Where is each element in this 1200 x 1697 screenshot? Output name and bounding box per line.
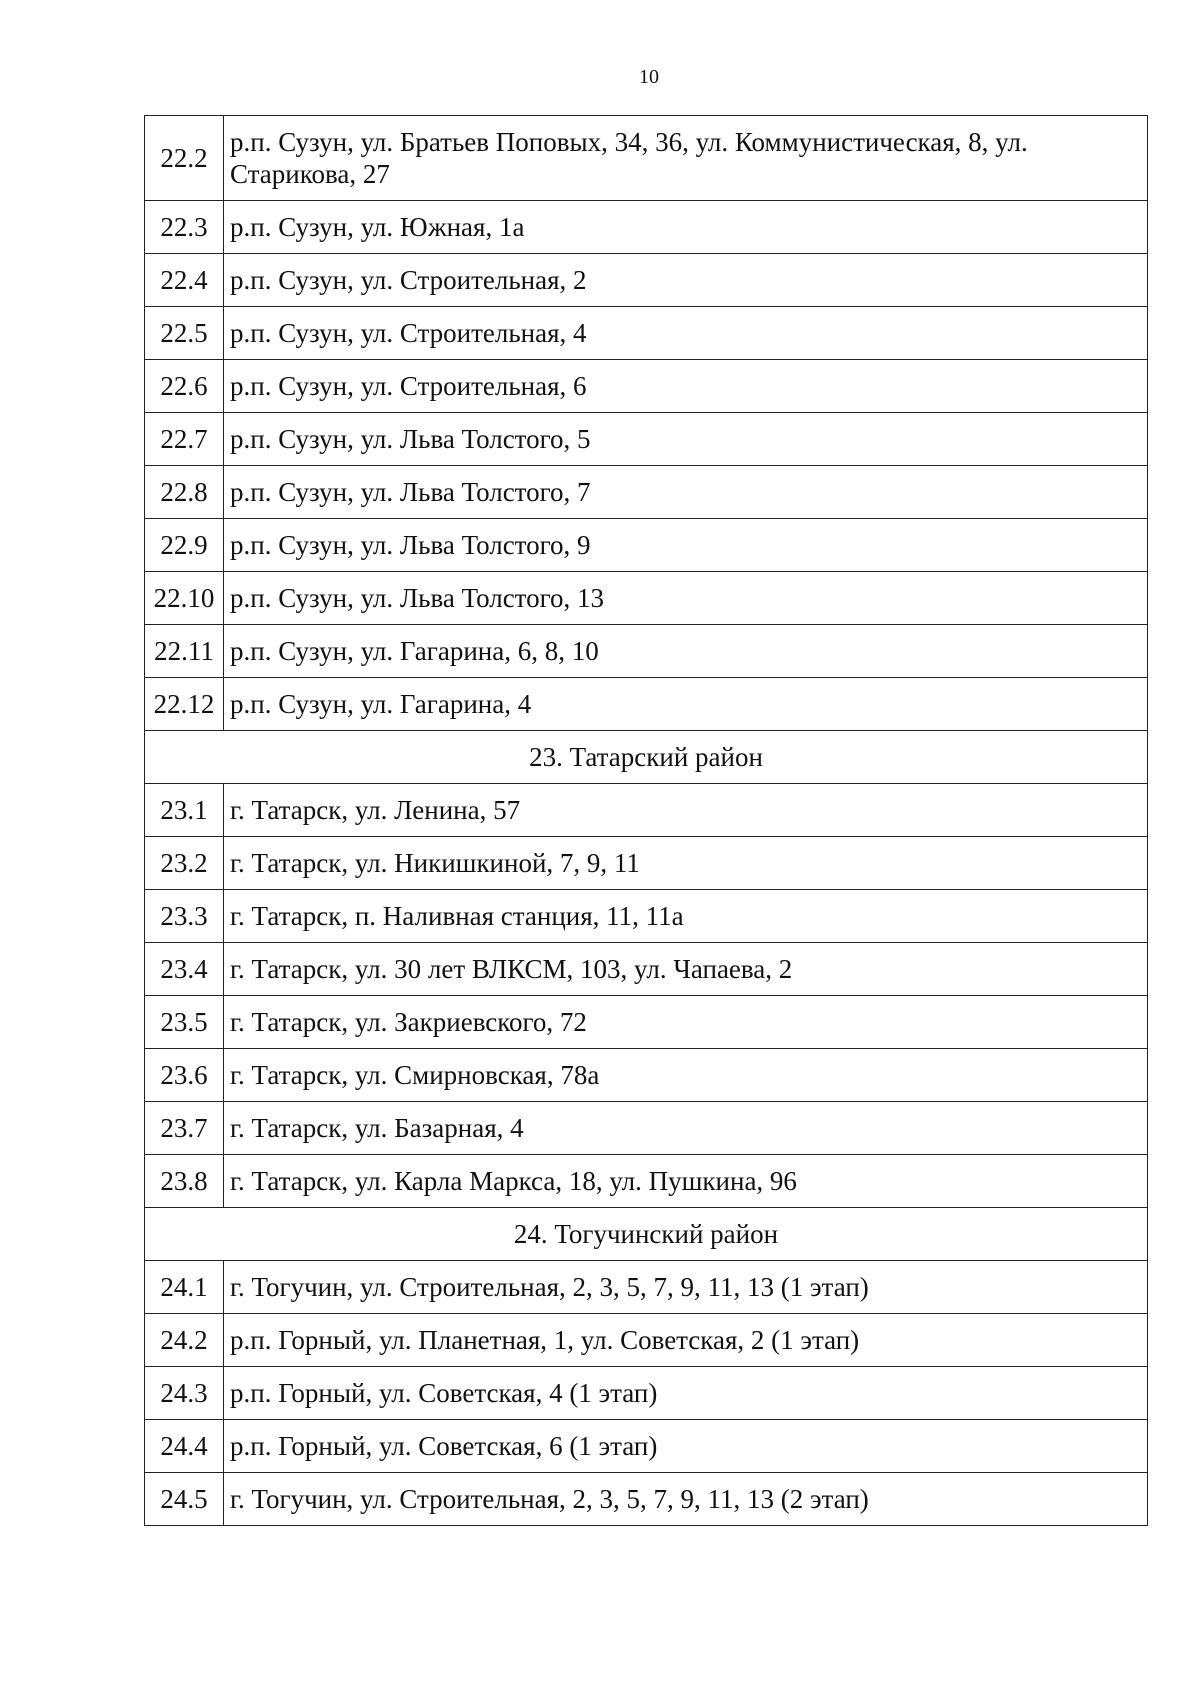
- table-row: [145, 1314, 1148, 1367]
- address-text: р.п. Горный, ул. Советская, 6 (1 этап): [224, 1420, 1148, 1473]
- address-text: р.п. Сузун, ул. Строительная, 6: [224, 360, 1148, 413]
- item-number: 24.5: [145, 1473, 224, 1526]
- item-number: 22.12: [145, 678, 224, 731]
- address-table: [144, 115, 1148, 1526]
- item-number: 22.11: [145, 625, 224, 678]
- table-row: [145, 116, 1148, 201]
- table-row: [145, 413, 1148, 466]
- item-number: 23.4: [145, 943, 224, 996]
- table-row: [145, 890, 1148, 943]
- page-number: 10: [639, 66, 659, 88]
- section-heading: 23. Татарский район: [145, 731, 1148, 784]
- section-row: [145, 731, 1148, 784]
- address-text: р.п. Сузун, ул. Гагарина, 4: [224, 678, 1148, 731]
- address-text: р.п. Горный, ул. Планетная, 1, ул. Советская, 2 (1 этап): [224, 1314, 1148, 1367]
- item-number: 23.2: [145, 837, 224, 890]
- table-row: [145, 1155, 1148, 1208]
- item-number: 23.6: [145, 1049, 224, 1102]
- address-text: г. Тогучин, ул. Строительная, 2, 3, 5, 7, 9, 11, 13 (2 этап): [224, 1473, 1148, 1526]
- address-text: р.п. Сузун, ул. Братьев Поповых, 34, 36, ул. Коммунистическая, 8, ул. Старикова, 27: [224, 116, 1148, 201]
- address-text: г. Татарск, ул. Карла Маркса, 18, ул. Пушкина, 96: [224, 1155, 1148, 1208]
- address-text: р.п. Сузун, ул. Льва Толстого, 7: [224, 466, 1148, 519]
- address-text: р.п. Сузун, ул. Строительная, 2: [224, 254, 1148, 307]
- item-number: 22.3: [145, 201, 224, 254]
- table-row: [145, 307, 1148, 360]
- table-row: [145, 572, 1148, 625]
- address-text: г. Татарск, ул. 30 лет ВЛКСМ, 103, ул. Чапаева, 2: [224, 943, 1148, 996]
- table-row: [145, 996, 1148, 1049]
- item-number: 22.8: [145, 466, 224, 519]
- item-number: 22.7: [145, 413, 224, 466]
- item-number: 23.8: [145, 1155, 224, 1208]
- table-row: [145, 1420, 1148, 1473]
- item-number: 24.1: [145, 1261, 224, 1314]
- item-number: 24.3: [145, 1367, 224, 1420]
- table-row: [145, 837, 1148, 890]
- table-row: [145, 1367, 1148, 1420]
- table-row: [145, 1473, 1148, 1526]
- item-number: 22.2: [145, 116, 224, 201]
- address-text: р.п. Сузун, ул. Гагарина, 6, 8, 10: [224, 625, 1148, 678]
- table-row: [145, 943, 1148, 996]
- table-row: [145, 466, 1148, 519]
- table-row: [145, 1049, 1148, 1102]
- address-text: р.п. Сузун, ул. Льва Толстого, 9: [224, 519, 1148, 572]
- address-text: р.п. Сузун, ул. Строительная, 4: [224, 307, 1148, 360]
- table-row: [145, 519, 1148, 572]
- address-text: г. Татарск, п. Наливная станция, 11, 11а: [224, 890, 1148, 943]
- address-text: г. Татарск, ул. Базарная, 4: [224, 1102, 1148, 1155]
- table-row: [145, 1102, 1148, 1155]
- table-row: [145, 1261, 1148, 1314]
- table-row: [145, 678, 1148, 731]
- item-number: 22.10: [145, 572, 224, 625]
- address-table-body: [145, 116, 1148, 1526]
- item-number: 22.9: [145, 519, 224, 572]
- item-number: 24.2: [145, 1314, 224, 1367]
- address-text: г. Татарск, ул. Ленина, 57: [224, 784, 1148, 837]
- item-number: 23.5: [145, 996, 224, 1049]
- address-text: р.п. Сузун, ул. Южная, 1а: [224, 201, 1148, 254]
- section-heading: 24. Тогучинский район: [145, 1208, 1148, 1261]
- item-number: 24.4: [145, 1420, 224, 1473]
- section-row: [145, 1208, 1148, 1261]
- address-text: р.п. Горный, ул. Советская, 4 (1 этап): [224, 1367, 1148, 1420]
- table-row: [145, 784, 1148, 837]
- address-text: г. Татарск, ул. Смирновская, 78а: [224, 1049, 1148, 1102]
- item-number: 22.6: [145, 360, 224, 413]
- address-text: р.п. Сузун, ул. Льва Толстого, 5: [224, 413, 1148, 466]
- address-text: г. Татарск, ул. Никишкиной, 7, 9, 11: [224, 837, 1148, 890]
- table-row: [145, 360, 1148, 413]
- table-row: [145, 254, 1148, 307]
- item-number: 23.1: [145, 784, 224, 837]
- item-number: 23.7: [145, 1102, 224, 1155]
- address-text: р.п. Сузун, ул. Льва Толстого, 13: [224, 572, 1148, 625]
- table-row: [145, 201, 1148, 254]
- address-text: г. Татарск, ул. Закриевского, 72: [224, 996, 1148, 1049]
- table-row: [145, 625, 1148, 678]
- item-number: 22.5: [145, 307, 224, 360]
- item-number: 23.3: [145, 890, 224, 943]
- address-text: г. Тогучин, ул. Строительная, 2, 3, 5, 7, 9, 11, 13 (1 этап): [224, 1261, 1148, 1314]
- item-number: 22.4: [145, 254, 224, 307]
